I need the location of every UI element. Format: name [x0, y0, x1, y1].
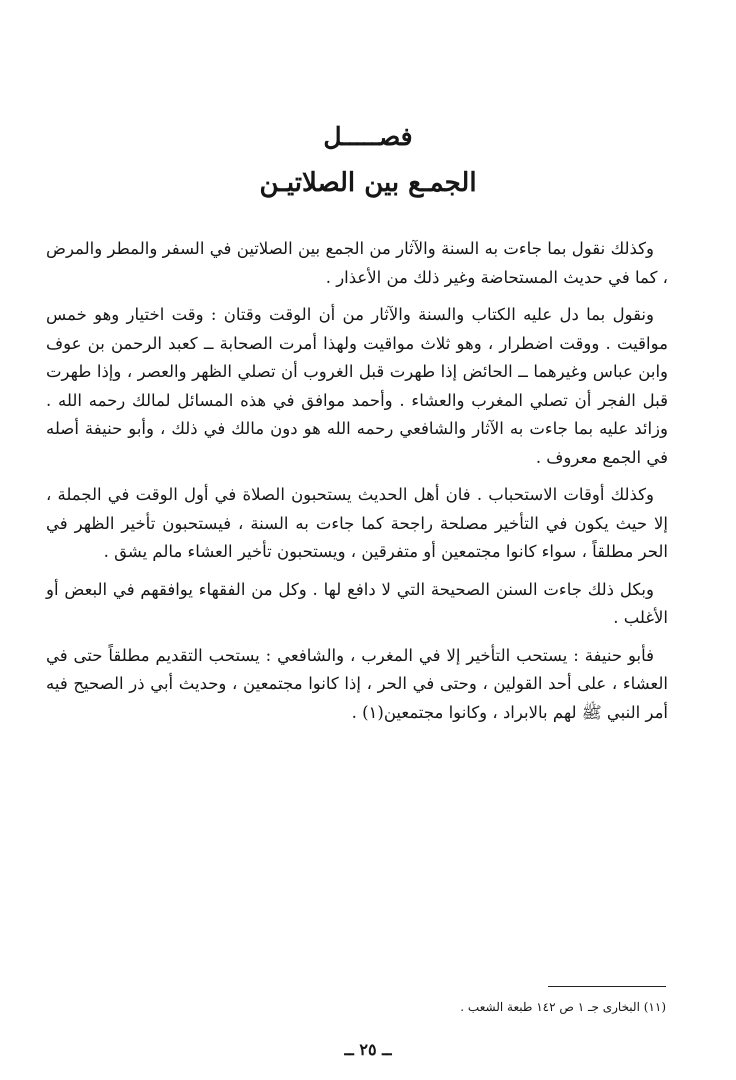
footnote: (١١) البخارى جـ ١ ص ١٤٢ طبعة الشعب . [460, 1000, 666, 1014]
section-label: فصـــــل [323, 122, 413, 151]
paragraph-3: وكذلك أوقات الاستحباب . فان أهل الحديث يستحبون الصلاة في أول الوقت في الجملة ، إلا حيث يكون في التأخير مصلحة راجحة كما جاءت به السنة ، فيستحبون تأخير الظهر في الحر مطلقاً ، سواء كانوا مجتمعين أو متفرقين ، ويستحبون تأخير العشاء مالم يشق . [46, 485, 668, 561]
footnote-divider [548, 986, 666, 987]
paragraph-5: فأبو حنيفة : يستحب التأخير إلا في المغرب ، والشافعي : يستحب التقديم مطلقاً حتى في العشاء ، على أحد القولين ، وحتى في الحر ، إذا كانوا مجتمعين ، وحديث أبي ذر الصحيح فيه أمر النبي ﷺ لهم بالابراد ، وكانوا مجتمعين(١) . [46, 645, 668, 722]
paragraph-2: ونقول بما دل عليه الكتاب والسنة والآثار من أن الوقت وقتان : وقت اختيار وهو خمس مواقيت . ووقت اضطرار ، وهو ثلاث مواقيت ولهذا أمرت الصحابة ــ كعبد الرحمن بن عوف وابن عباس وغيرهما ــ الحائض إذا طهرت قبل الغروب أن تصلي الظهر والعصر ، وإذا طهرت قبل الفجر أن تصلي المغرب والعشاء . وأحمد موافق في هذه المسائل لمالك رحمه الله . وزائد عليه بما جاءت به الآثار والشافعي رحمه الله هو دون مالك في ذلك ، وأبو حنيفة أصله في الجمع معروف . [46, 305, 668, 467]
section-title: الجمـع بين الصلاتيـن [259, 168, 477, 198]
paragraph-1: وكذلك نقول بما جاءت به السنة والآثار من الجمع بين الصلاتين في السفر والمطر والمرض ، كما في حديث المستحاضة وغير ذلك من الأعذار . [46, 239, 668, 287]
body-text [46, 235, 668, 736]
paragraph-4: وبكل ذلك جاءت السنن الصحيحة التي لا دافع لها . وكل من الفقهاء يوافقهم في البعض أو الأغلب . [46, 579, 668, 627]
page-number: ــ ٢٥ ــ [344, 1040, 392, 1059]
